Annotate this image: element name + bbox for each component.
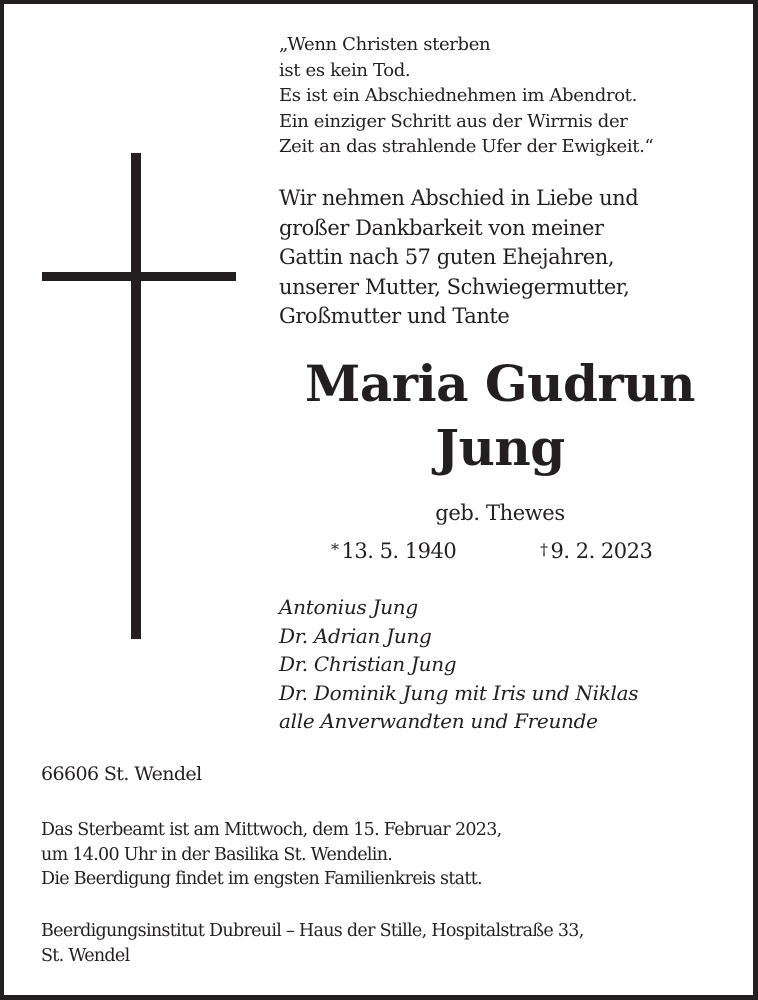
intro-line: Wir nehmen Abschied in Liebe und bbox=[279, 186, 639, 210]
deceased-surname: Jung bbox=[435, 418, 565, 477]
mourner: Dr. Adrian Jung bbox=[279, 623, 432, 648]
funeral-service-info bbox=[41, 818, 741, 892]
undertaker-line: Beerdigungsinstitut Dubreuil – Haus der Stille, Hospitalstraße 33, bbox=[41, 921, 584, 941]
mourner: Antonius Jung bbox=[279, 595, 418, 619]
mourner: Dr. Christian Jung bbox=[279, 652, 457, 676]
bible-quote bbox=[279, 32, 739, 160]
intro-line: Großmutter und Tante bbox=[279, 304, 510, 328]
service-line: um 14.00 Uhr in der Basilika St. Wendelin. bbox=[41, 844, 393, 865]
undertaker-info bbox=[41, 919, 741, 968]
quote-line: ist es kein Tod. bbox=[279, 59, 411, 81]
quote-line: Es ist ein Abschiednehmen im Abendrot. bbox=[279, 85, 637, 106]
maiden-name: geb. Thewes bbox=[435, 501, 565, 525]
quote-line: „Wenn Christen sterben bbox=[279, 34, 491, 55]
mourners-list bbox=[279, 593, 739, 736]
death-date-block bbox=[540, 536, 652, 565]
birth-date: 13. 5. 1940 bbox=[341, 539, 457, 563]
cross-vertical-bar bbox=[131, 153, 141, 639]
deceased-first-names: Maria Gudrun bbox=[305, 354, 695, 413]
service-line: Die Beerdigung findet im engsten Familienkreis statt. bbox=[41, 869, 482, 889]
mourner: alle Anverwandten und Freunde bbox=[279, 709, 598, 733]
intro-line: unserer Mutter, Schwiegermutter, bbox=[279, 274, 630, 299]
death-dagger-icon: † bbox=[540, 540, 548, 559]
intro-line: großer Dankbarkeit von meiner bbox=[279, 215, 604, 240]
quote-line: Ein einziger Schritt aus der Wirrnis der bbox=[279, 110, 628, 132]
service-line: Das Sterbeamt ist am Mittwoch, dem 15. Februar 2023, bbox=[41, 820, 502, 840]
deceased-name bbox=[270, 352, 730, 480]
mourner: Dr. Dominik Jung mit Iris und Niklas bbox=[279, 680, 639, 705]
birth-star-icon: * bbox=[331, 540, 339, 559]
farewell-intro bbox=[279, 184, 739, 332]
undertaker-line: St. Wendel bbox=[41, 945, 130, 966]
cross-horizontal-bar bbox=[42, 272, 236, 281]
location: 66606 St. Wendel bbox=[41, 763, 202, 785]
death-date: 9. 2. 2023 bbox=[550, 539, 653, 563]
quote-line: Zeit an das strahlende Ufer der Ewigkeit.“ bbox=[279, 136, 654, 157]
birth-date-block bbox=[331, 536, 456, 565]
intro-line: Gattin nach 57 guten Ehejahren, bbox=[279, 245, 615, 269]
